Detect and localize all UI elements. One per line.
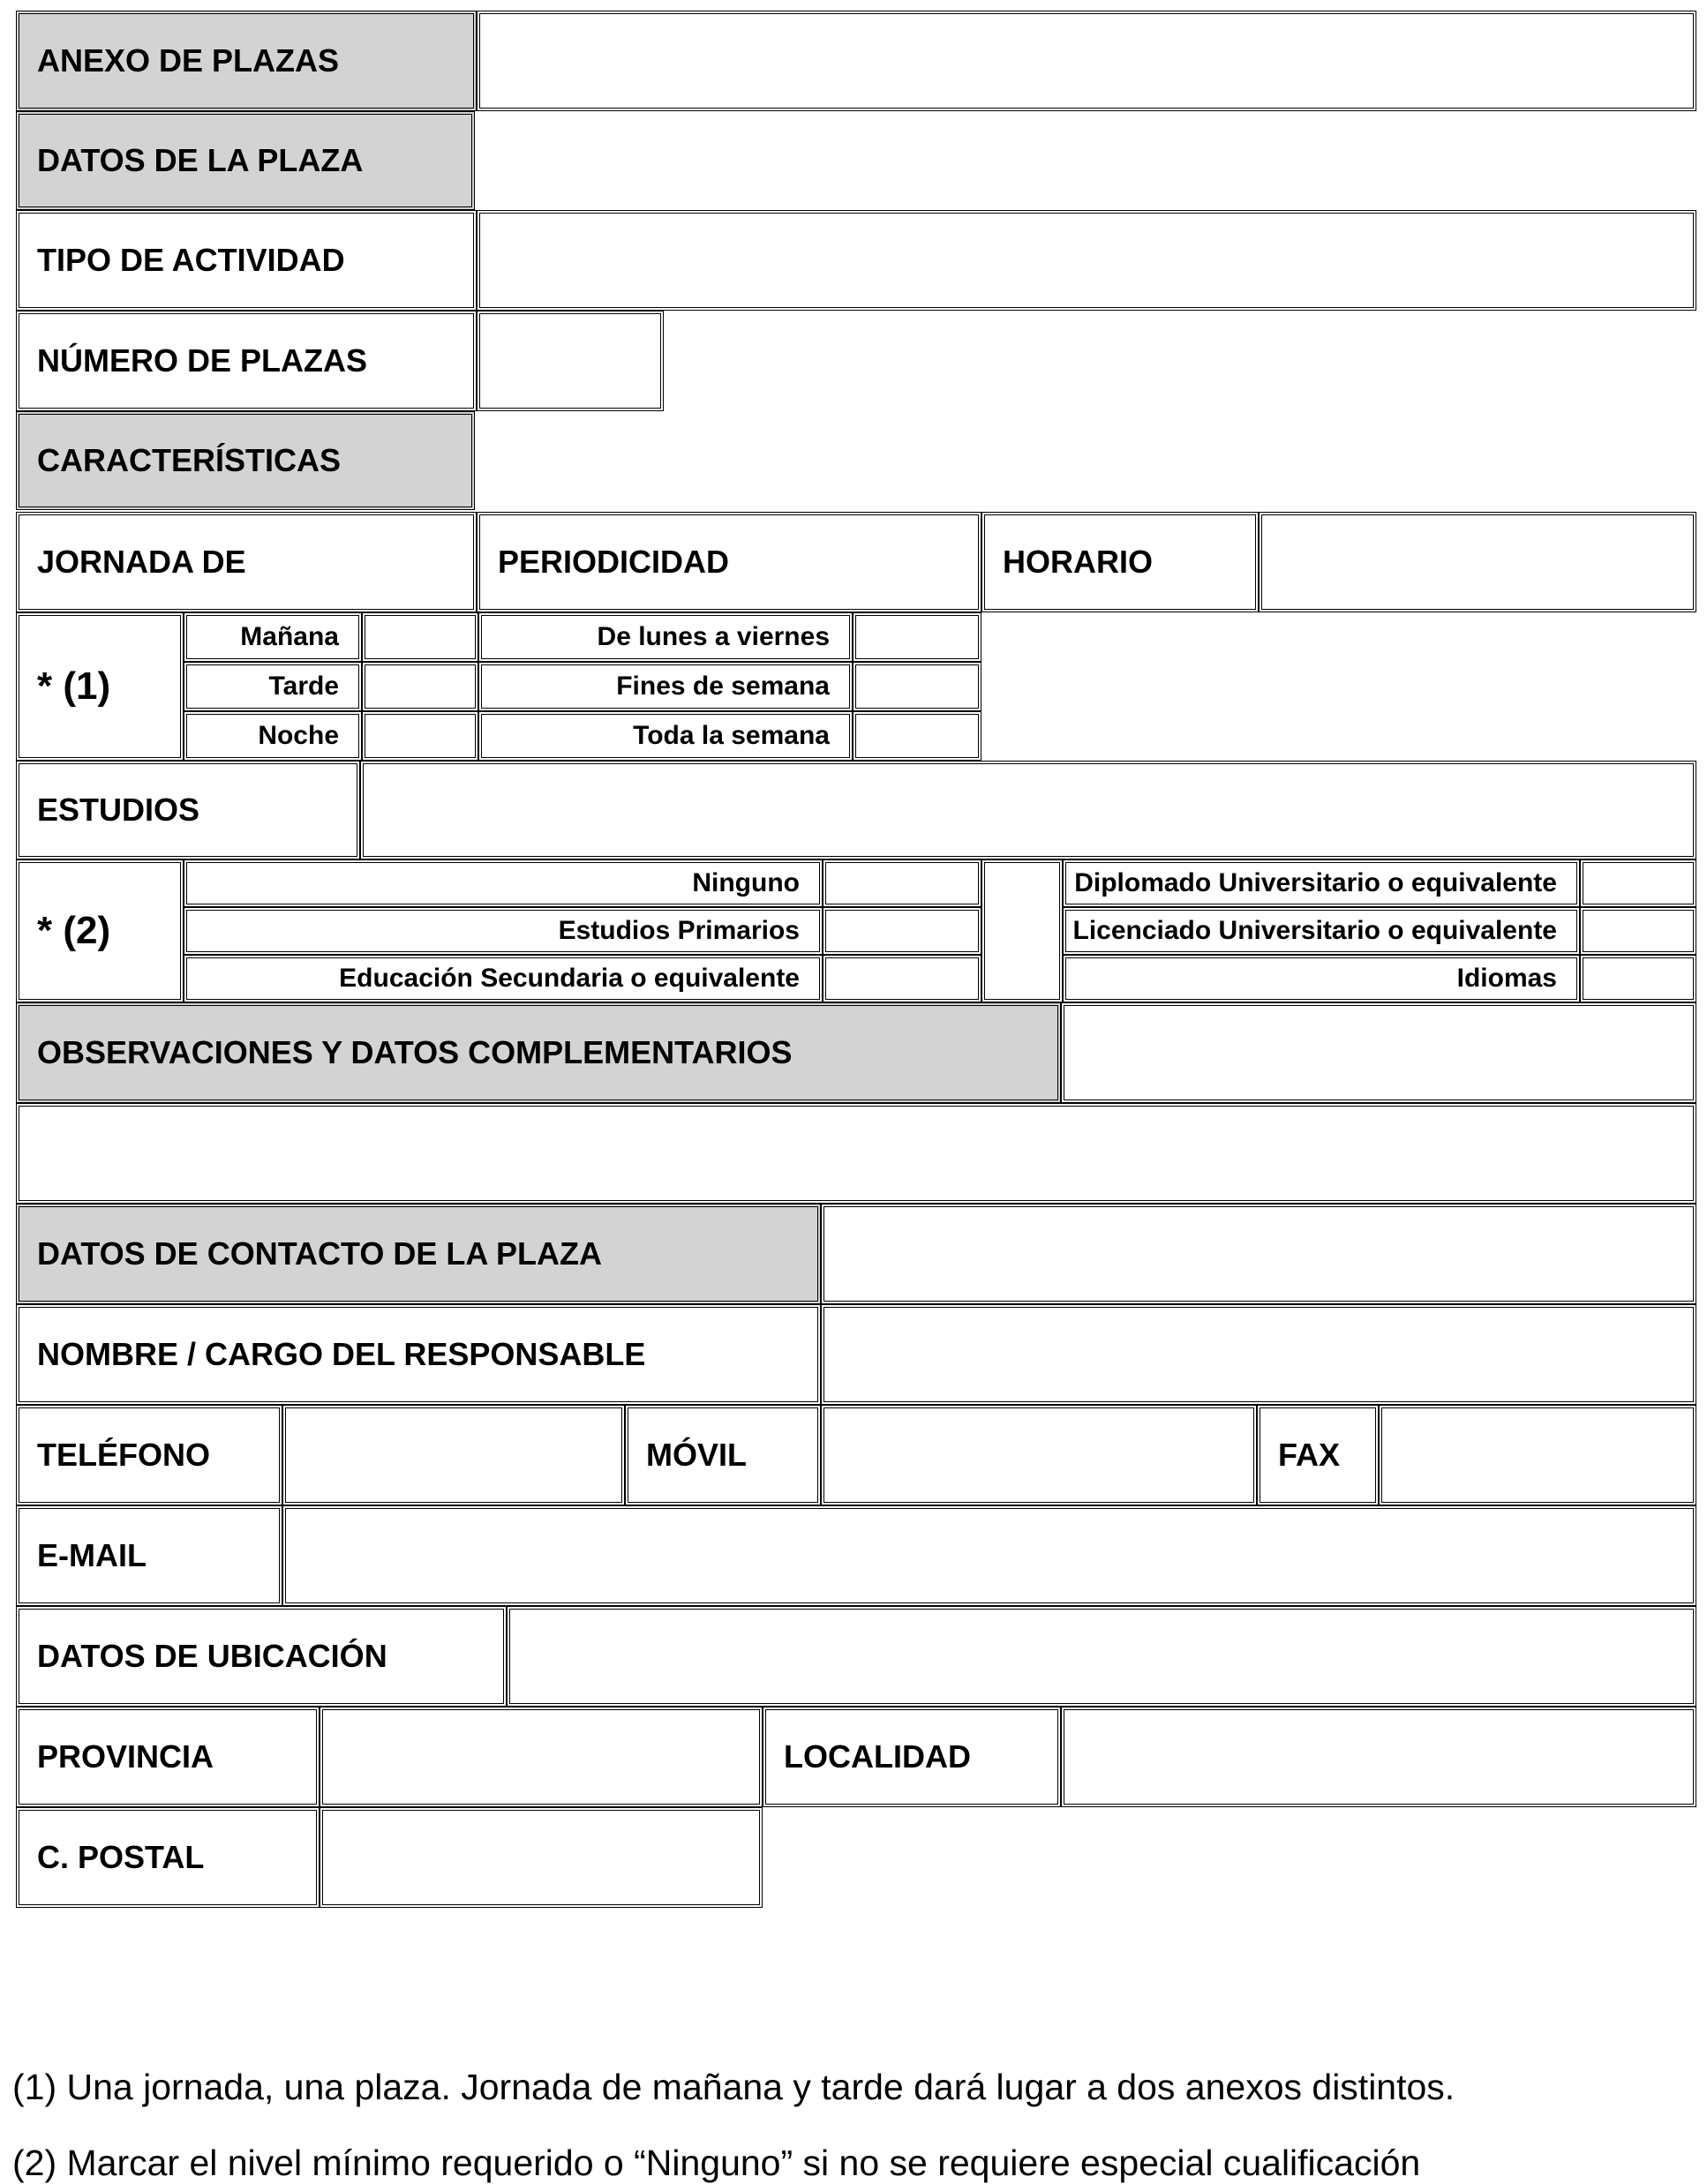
estudios-option-idiomas: Idiomas xyxy=(1063,955,1580,1002)
telefono-label: TELÉFONO xyxy=(16,1405,282,1505)
telefono-field[interactable] xyxy=(282,1405,625,1505)
estudios-option-diplomado: Diplomado Universitario o equivalente xyxy=(1063,859,1580,907)
localidad-label: LOCALIDAD xyxy=(763,1707,1061,1807)
horario-label: HORARIO xyxy=(981,512,1259,612)
tipo-de-actividad-field[interactable] xyxy=(477,210,1696,311)
movil-label: MÓVIL xyxy=(625,1405,821,1505)
estudios-secundaria-checkbox[interactable] xyxy=(823,955,981,1002)
provincia-field[interactable] xyxy=(320,1707,763,1807)
periodicidad-label: PERIODICIDAD xyxy=(477,512,981,612)
estudios-spacer xyxy=(981,859,1063,1002)
horario-field[interactable] xyxy=(1259,512,1696,612)
datos-de-la-plaza-label: DATOS DE LA PLAZA xyxy=(16,111,475,210)
estudios-diplomado-checkbox[interactable] xyxy=(1580,859,1696,907)
datos-ubicacion-label: DATOS DE UBICACIÓN xyxy=(16,1606,507,1707)
estudios-option-secundaria: Educación Secundaria o equivalente xyxy=(184,955,823,1002)
caracteristicas-label: CARACTERÍSTICAS xyxy=(16,411,475,510)
nombre-cargo-label: NOMBRE / CARGO DEL RESPONSABLE xyxy=(16,1304,821,1405)
localidad-field[interactable] xyxy=(1061,1707,1696,1807)
observaciones-field[interactable] xyxy=(16,1103,1696,1204)
codigo-postal-field[interactable] xyxy=(320,1807,763,1908)
jornada-noche-checkbox[interactable] xyxy=(362,711,478,761)
periodicidad-option-lunes-viernes: De lunes a viernes xyxy=(478,612,853,662)
footnote-2: (2) Marcar el nivel mínimo requerido o “Ninguno” si no se requiere especial cualificación xyxy=(12,2143,1421,2183)
observaciones-label: OBSERVACIONES Y DATOS COMPLEMENTARIOS xyxy=(16,1002,1061,1103)
jornada-tarde-checkbox[interactable] xyxy=(362,662,478,711)
observaciones-side-field[interactable] xyxy=(1061,1002,1696,1103)
periodicidad-toda-semana-checkbox[interactable] xyxy=(853,711,981,761)
jornada-de-label: JORNADA DE xyxy=(16,512,477,612)
fax-field[interactable] xyxy=(1379,1405,1696,1505)
codigo-postal-label: C. POSTAL xyxy=(16,1807,320,1908)
periodicidad-lunes-viernes-checkbox[interactable] xyxy=(853,612,981,662)
estudios-ninguno-checkbox[interactable] xyxy=(823,859,981,907)
estudios-option-primarios: Estudios Primarios xyxy=(184,907,823,955)
datos-ubicacion-field[interactable] xyxy=(507,1606,1696,1707)
estudios-idiomas-checkbox[interactable] xyxy=(1580,955,1696,1002)
estudios-primarios-checkbox[interactable] xyxy=(823,907,981,955)
jornada-option-tarde: Tarde xyxy=(184,662,362,711)
fax-label: FAX xyxy=(1257,1405,1379,1505)
estudios-option-licenciado: Licenciado Universitario o equivalente xyxy=(1063,907,1580,955)
nombre-cargo-field[interactable] xyxy=(821,1304,1696,1405)
provincia-label: PROVINCIA xyxy=(16,1707,320,1807)
anexo-de-plazas-label: ANEXO DE PLAZAS xyxy=(16,11,477,111)
periodicidad-option-fines-semana: Fines de semana xyxy=(478,662,853,711)
estudios-field[interactable] xyxy=(360,761,1696,859)
datos-contacto-label: DATOS DE CONTACTO DE LA PLAZA xyxy=(16,1204,821,1304)
jornada-option-manana: Mañana xyxy=(184,612,362,662)
numero-de-plazas-field[interactable] xyxy=(477,311,664,411)
anexo-de-plazas-field[interactable] xyxy=(477,11,1696,111)
estudios-option-ninguno: Ninguno xyxy=(184,859,823,907)
periodicidad-option-toda-semana: Toda la semana xyxy=(478,711,853,761)
jornada-manana-checkbox[interactable] xyxy=(362,612,478,662)
periodicidad-fines-semana-checkbox[interactable] xyxy=(853,662,981,711)
movil-field[interactable] xyxy=(821,1405,1257,1505)
note-ref-1: * (1) xyxy=(16,612,184,761)
email-label: E-MAIL xyxy=(16,1505,282,1606)
tipo-de-actividad-label: TIPO DE ACTIVIDAD xyxy=(16,210,477,311)
datos-contacto-field[interactable] xyxy=(821,1204,1696,1304)
email-field[interactable] xyxy=(282,1505,1696,1606)
estudios-licenciado-checkbox[interactable] xyxy=(1580,907,1696,955)
note-ref-2: * (2) xyxy=(16,859,184,1002)
estudios-label: ESTUDIOS xyxy=(16,761,360,859)
numero-de-plazas-label: NÚMERO DE PLAZAS xyxy=(16,311,477,411)
footnote-1: (1) Una jornada, una plaza. Jornada de mañana y tarde dará lugar a dos anexos distintos. xyxy=(12,2067,1455,2107)
jornada-option-noche: Noche xyxy=(184,711,362,761)
